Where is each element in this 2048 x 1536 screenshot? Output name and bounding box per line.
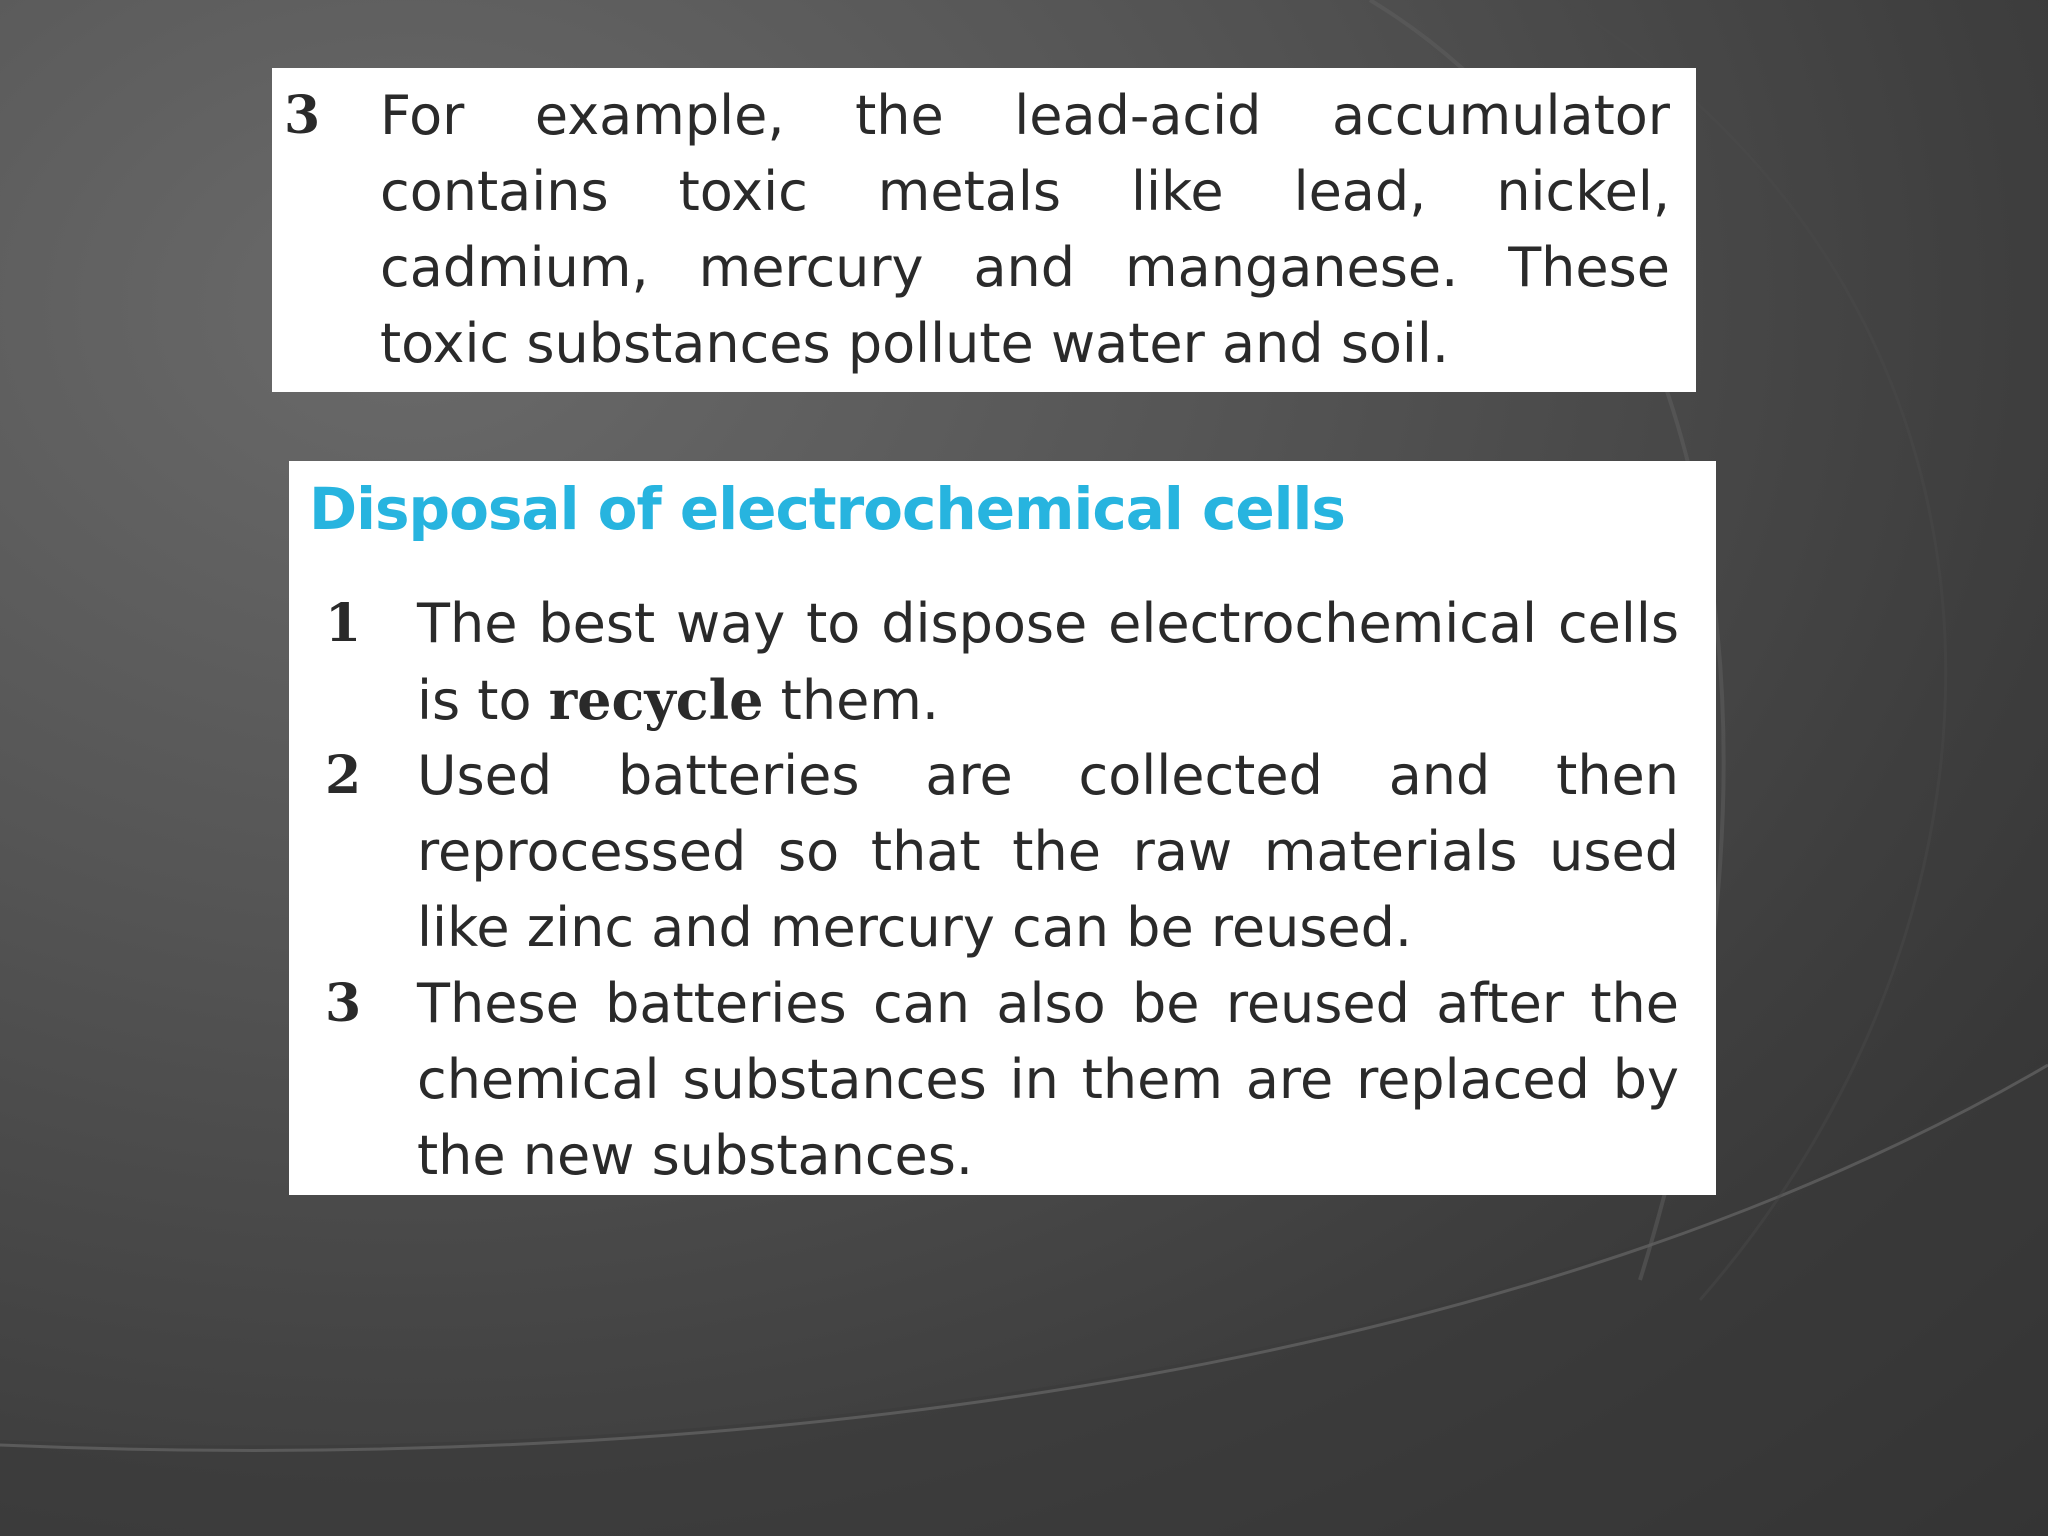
top-text-panel [272, 68, 1696, 392]
item-number: 2 [325, 745, 362, 806]
list-item [325, 586, 1705, 739]
item-number: 1 [325, 593, 362, 654]
item-text: Used batteries are collected and then reprocessed so that the raw materials used like zinc and mercury can be reused. [417, 744, 1679, 959]
item-text-part: The best way to dispose electrochemical cells is to [417, 592, 1679, 732]
bold-term: recycle [548, 668, 764, 732]
list-item [284, 78, 1684, 382]
list-item [325, 966, 1705, 1194]
item-text: For example, the lead-acid accumulator contains toxic metals like lead, nickel, cadmium, mercury and manganese. These toxic substances pollute water and soil. [380, 84, 1670, 375]
item-text: These batteries can also be reused after the chemical substances in them are replaced by the new substances. [417, 972, 1679, 1187]
disposal-panel [289, 461, 1716, 1195]
item-text-part: them. [763, 669, 940, 732]
item-number: 3 [284, 85, 321, 146]
section-heading: Disposal of electrochemical cells [309, 475, 1345, 543]
list-item [325, 738, 1705, 966]
item-number: 3 [325, 973, 362, 1034]
item-text [417, 586, 1679, 739]
